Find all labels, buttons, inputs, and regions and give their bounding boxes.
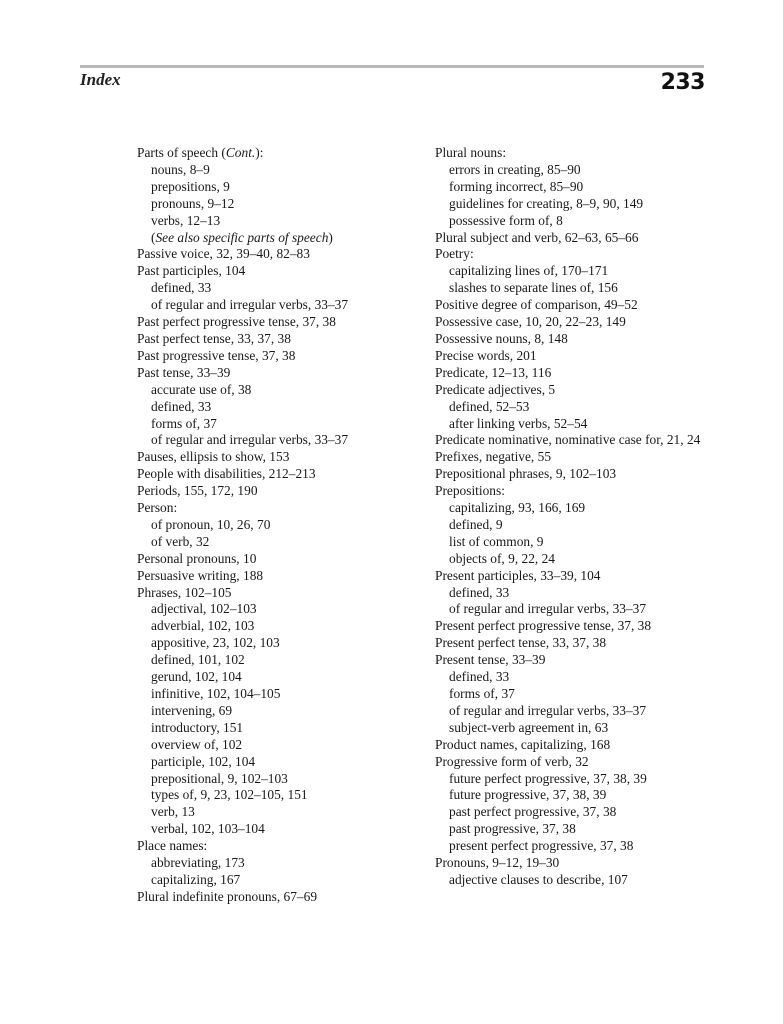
index-entry: Persuasive writing, 188 xyxy=(137,567,264,583)
index-subentry: prepositions, 9 xyxy=(151,178,230,194)
index-entry: Place names: xyxy=(137,838,208,854)
index-subentry: of regular and irregular verbs, 33–37 xyxy=(151,432,349,448)
index-entry: Person: xyxy=(137,500,178,516)
index-entry: Past progressive tense, 37, 38 xyxy=(137,347,296,363)
index-subentry: verbal, 102, 103–104 xyxy=(151,821,265,837)
index-subentry: verbs, 12–13 xyxy=(151,212,221,228)
index-entry: Past tense, 33–39 xyxy=(137,364,231,380)
index-entry: Prepositions: xyxy=(435,483,505,499)
index-subentry: forms of, 37 xyxy=(449,686,515,701)
index-entry: Prefixes, negative, 55 xyxy=(435,449,552,465)
index-subentry: present perfect progressive, 37, 38 xyxy=(449,838,634,854)
page-number: 233 xyxy=(660,70,705,95)
index-entry: Parts of speech (Cont.): xyxy=(137,145,264,160)
index-subentry: possessive form of, 8 xyxy=(449,212,563,228)
index-entry: Positive degree of comparison, 49–52 xyxy=(435,297,638,313)
index-entry: Pauses, ellipsis to show, 153 xyxy=(137,449,290,465)
index-entry: Poetry: xyxy=(435,246,474,262)
index-subentry: defined, 52–53 xyxy=(449,398,530,414)
index-subentry: objects of, 9, 22, 24 xyxy=(449,550,555,566)
index-subentry: adjectival, 102–103 xyxy=(151,601,257,617)
index-subentry: capitalizing lines of, 170–171 xyxy=(449,263,609,279)
index-entry: Past perfect progressive tense, 37, 38 xyxy=(137,314,336,330)
index-entry: Passive voice, 32, 39–40, 82–83 xyxy=(137,246,310,262)
index-subentry: forms of, 37 xyxy=(151,415,217,431)
index-entry: Prepositional phrases, 9, 102–103 xyxy=(435,466,617,482)
index-subentry: subject-verb agreement in, 63 xyxy=(449,719,609,735)
index-entry: Plural nouns: xyxy=(435,145,507,160)
index-entry: Predicate, 12–13, 116 xyxy=(435,364,552,380)
index-subentry: prepositional, 9, 102–103 xyxy=(151,770,288,786)
index-entry: Present tense, 33–39 xyxy=(435,652,546,668)
index-subentry: introductory, 151 xyxy=(151,719,244,735)
index-column-right xyxy=(435,145,715,889)
index-subentry: types of, 9, 23, 102–105, 151 xyxy=(151,787,308,803)
index-subentry: adverbial, 102, 103 xyxy=(151,618,255,634)
index-subentry: capitalizing, 167 xyxy=(151,871,241,887)
index-column-left xyxy=(137,145,417,906)
index-subentry: defined, 9 xyxy=(449,516,503,532)
index-subentry: of regular and irregular verbs, 33–37 xyxy=(449,702,647,718)
index-entry: Precise words, 201 xyxy=(435,347,537,363)
index-entry: Present perfect progressive tense, 37, 38 xyxy=(435,618,652,634)
index-entry: Progressive form of verb, 32 xyxy=(435,753,589,769)
index-subentry: adjective clauses to describe, 107 xyxy=(449,871,628,887)
index-entry: Possessive case, 10, 20, 22–23, 149 xyxy=(435,314,626,330)
index-subentry: past progressive, 37, 38 xyxy=(449,821,576,837)
index-entry: People with disabilities, 212–213 xyxy=(137,466,316,482)
index-subentry: defined, 33 xyxy=(449,584,510,600)
index-subentry: accurate use of, 38 xyxy=(151,381,252,397)
index-entry: Past participles, 104 xyxy=(137,263,246,279)
index-entry: Predicate adjectives, 5 xyxy=(435,381,556,397)
index-subentry: intervening, 69 xyxy=(151,702,233,718)
index-subentry: defined, 33 xyxy=(151,280,212,296)
index-subentry: infinitive, 102, 104–105 xyxy=(151,686,281,701)
index-subentry: list of common, 9 xyxy=(449,533,544,549)
index-subentry: future perfect progressive, 37, 38, 39 xyxy=(449,770,647,786)
index-subentry: verb, 13 xyxy=(151,804,195,820)
index-subentry: gerund, 102, 104 xyxy=(151,669,242,685)
index-entry: Present participles, 33–39, 104 xyxy=(435,567,601,583)
index-subentry: of pronoun, 10, 26, 70 xyxy=(151,516,271,532)
index-subentry: of verb, 32 xyxy=(151,533,210,549)
index-entry: Pronouns, 9–12, 19–30 xyxy=(435,855,560,871)
running-head: Index xyxy=(80,70,121,89)
index-entry: Present perfect tense, 33, 37, 38 xyxy=(435,635,607,651)
index-subentry: pronouns, 9–12 xyxy=(151,195,235,211)
index-subentry: past perfect progressive, 37, 38 xyxy=(449,804,617,820)
index-subentry: defined, 101, 102 xyxy=(151,652,245,668)
index-subentry: appositive, 23, 102, 103 xyxy=(151,635,280,651)
index-subentry: abbreviating, 173 xyxy=(151,855,245,871)
index-entry: Plural indefinite pronouns, 67–69 xyxy=(137,888,318,904)
index-entry: Periods, 155, 172, 190 xyxy=(137,483,258,499)
index-entry: Personal pronouns, 10 xyxy=(137,550,257,566)
index-subentry: of regular and irregular verbs, 33–37 xyxy=(151,297,349,313)
index-subentry: guidelines for creating, 8–9, 90, 149 xyxy=(449,195,644,211)
index-subentry: nouns, 8–9 xyxy=(151,161,210,177)
index-subentry: slashes to separate lines of, 156 xyxy=(449,280,618,296)
index-entry: Past perfect tense, 33, 37, 38 xyxy=(137,330,291,346)
index-subentry: overview of, 102 xyxy=(151,736,243,752)
index-subentry: of regular and irregular verbs, 33–37 xyxy=(449,601,647,617)
header-rule xyxy=(80,65,704,68)
index-subentry: capitalizing, 93, 166, 169 xyxy=(449,500,586,516)
index-subentry: future progressive, 37, 38, 39 xyxy=(449,787,607,803)
index-entry: Product names, capitalizing, 168 xyxy=(435,736,611,752)
index-subentry: defined, 33 xyxy=(151,398,212,414)
index-subentry: errors in creating, 85–90 xyxy=(449,161,581,177)
index-subentry: forming incorrect, 85–90 xyxy=(449,178,584,194)
index-entry: Phrases, 102–105 xyxy=(137,584,232,600)
index-subentry: participle, 102, 104 xyxy=(151,753,256,769)
index-entry: Possessive nouns, 8, 148 xyxy=(435,330,568,346)
index-subentry: after linking verbs, 52–54 xyxy=(449,415,588,431)
index-subentry: defined, 33 xyxy=(449,669,510,685)
index-entry: Plural subject and verb, 62–63, 65–66 xyxy=(435,229,639,245)
index-entry: Predicate nominative, nominative case for, 21, 24 xyxy=(435,432,701,448)
index-subentry: (See also specific parts of speech) xyxy=(151,229,333,245)
